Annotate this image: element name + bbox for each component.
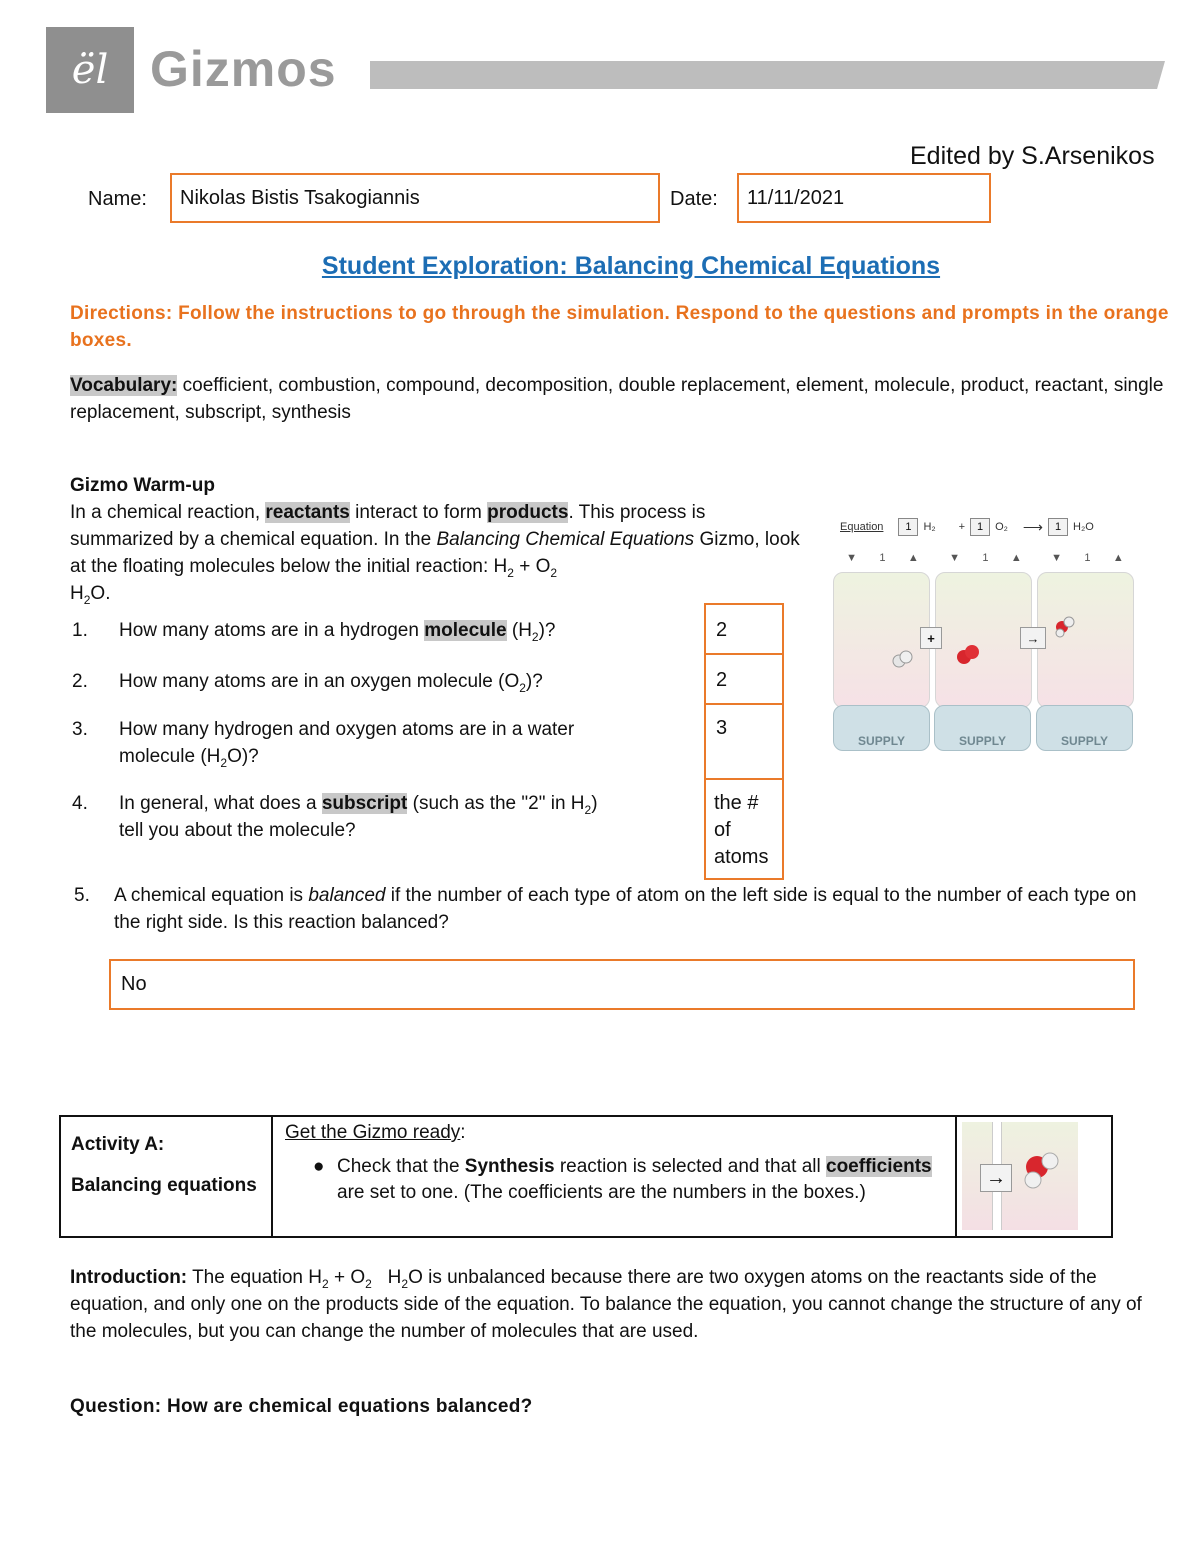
plus-sign: + bbox=[958, 521, 966, 533]
gizmo-simulation bbox=[832, 512, 1142, 757]
supply-label: SUPPLY bbox=[1061, 734, 1108, 748]
question-text: (such as the "2" in H bbox=[407, 793, 585, 814]
term-reactants: reactants bbox=[265, 502, 350, 523]
warmup-text: + O bbox=[513, 556, 551, 577]
gizmo-name: Balancing Chemical Equations bbox=[436, 529, 695, 550]
warmup-text: In a chemical reaction, bbox=[70, 502, 266, 523]
name-label: Name: bbox=[88, 188, 147, 210]
subscript: 2 bbox=[401, 1276, 409, 1291]
subscript: 2 bbox=[531, 629, 539, 644]
question-text: molecule (H bbox=[119, 746, 221, 767]
question-text: tell you about the molecule? bbox=[119, 820, 356, 841]
warmup-section bbox=[70, 472, 800, 607]
subscript: 2 bbox=[365, 1276, 372, 1291]
warmup-heading: Gizmo Warm-up bbox=[70, 475, 215, 496]
warmup-paragraph bbox=[70, 499, 800, 607]
intro-text: O is unbalanced because there are two oxygen atoms on the reactants side of the equation, and only one on the products side of the equation. To balance the equation, you cannot change the structure of any of the molecules, but you can change the number of molecules that are used. bbox=[70, 1267, 1142, 1342]
stepper-3[interactable] bbox=[1040, 552, 1135, 564]
supply-h2o[interactable] bbox=[1036, 705, 1133, 751]
subscript: 2 bbox=[322, 1276, 329, 1291]
question-text: if the number of each type of atom on the left side is equal to the number of each type on the right side. Is this reaction balanced? bbox=[114, 885, 1137, 933]
question-3 bbox=[72, 716, 702, 776]
question-5 bbox=[74, 882, 1154, 942]
equation-bar bbox=[840, 518, 1140, 536]
activity-subtitle: Balancing equations bbox=[71, 1175, 257, 1196]
answer-value: 2 bbox=[716, 669, 728, 691]
plus-button[interactable]: + bbox=[920, 627, 942, 649]
question-number: 4. bbox=[72, 793, 88, 814]
question-text: (H bbox=[506, 620, 532, 641]
warmup-text: interact to form bbox=[349, 502, 488, 523]
down-arrow-icon[interactable]: ▼ bbox=[949, 552, 961, 564]
question-text: A chemical equation is bbox=[114, 885, 309, 906]
question-text: O)? bbox=[227, 746, 259, 767]
subscript: 2 bbox=[507, 565, 514, 580]
bullet-text: are set to one. (The coefficients are the numbers in the boxes.) bbox=[337, 1182, 866, 1203]
subscript: 2 bbox=[519, 680, 526, 695]
question-4 bbox=[72, 790, 702, 850]
species-o2: O₂ bbox=[995, 521, 1008, 533]
subscript: 2 bbox=[584, 802, 592, 817]
up-arrow-icon[interactable]: ▲ bbox=[907, 552, 919, 564]
stepper-value: 1 bbox=[982, 552, 989, 564]
stepper-2[interactable] bbox=[938, 552, 1033, 564]
subscript: 2 bbox=[550, 565, 558, 580]
arrow-button[interactable]: → bbox=[1020, 627, 1046, 649]
bullet-text: reaction is selected and that all bbox=[554, 1156, 826, 1177]
vocabulary bbox=[70, 372, 1170, 426]
introduction bbox=[70, 1264, 1150, 1345]
name-value: Nikolas Bistis Tsakogiannis bbox=[180, 186, 420, 209]
logo-glyph: ël bbox=[71, 47, 109, 93]
down-arrow-icon[interactable]: ▼ bbox=[846, 552, 858, 564]
intro-text: The equation H bbox=[187, 1267, 322, 1288]
header-bar bbox=[370, 61, 1165, 89]
answer-box-5[interactable] bbox=[109, 959, 1135, 1010]
question-text: How many hydrogen and oxygen atoms are in a water bbox=[119, 719, 575, 740]
question-2 bbox=[72, 668, 702, 698]
reactant-panel-o2 bbox=[935, 572, 1032, 708]
reactant-panel-h2 bbox=[833, 572, 930, 708]
subscript: 2 bbox=[83, 592, 91, 607]
directions: Directions: Follow the instructions to go through the simulation. Respond to the questions and prompts in the orange boxes. bbox=[70, 303, 1169, 351]
product-panel-h2o bbox=[1037, 572, 1134, 708]
warmup-text: H bbox=[70, 583, 84, 604]
arrow-icon: → bbox=[980, 1164, 1012, 1192]
answer-box-1[interactable] bbox=[704, 603, 784, 655]
supply-label: SUPPLY bbox=[858, 734, 905, 748]
activity-title-cell bbox=[61, 1117, 273, 1236]
up-arrow-icon[interactable]: ▲ bbox=[1112, 552, 1124, 564]
answer-box-4[interactable] bbox=[704, 778, 784, 880]
reaction-arrow: ⟶ bbox=[1022, 518, 1043, 535]
warmup-text: O. bbox=[90, 583, 111, 604]
term-molecule: molecule bbox=[424, 620, 507, 641]
activity-header-table bbox=[59, 1115, 1113, 1238]
up-arrow-icon[interactable]: ▲ bbox=[1010, 552, 1022, 564]
species-h2o: H₂O bbox=[1073, 521, 1094, 533]
answer-value: 2 bbox=[716, 619, 728, 641]
water-molecule-icon bbox=[1017, 1147, 1067, 1197]
coefficient-input[interactable]: 1 bbox=[898, 518, 918, 536]
answer-box-2[interactable] bbox=[704, 653, 784, 705]
coefficient-input[interactable]: 1 bbox=[970, 518, 990, 536]
bullet-icon: ● bbox=[313, 1156, 325, 1177]
brand-name: Gizmos bbox=[150, 41, 337, 97]
intro-text: H bbox=[371, 1267, 402, 1288]
down-arrow-icon[interactable]: ▼ bbox=[1051, 552, 1063, 564]
subscript: 2 bbox=[220, 755, 228, 770]
term-balanced: balanced bbox=[308, 885, 386, 906]
question-number: 2. bbox=[72, 671, 88, 692]
stepper-1[interactable] bbox=[835, 552, 930, 564]
gizmos-logo bbox=[46, 27, 134, 113]
date-label: Date: bbox=[670, 188, 718, 210]
activity-title: Activity A: bbox=[71, 1134, 165, 1155]
get-ready-heading: Get the Gizmo ready bbox=[285, 1122, 461, 1143]
warmup-text: Gizmo, look at the floating molecules below the initial reaction: H bbox=[70, 529, 800, 577]
edited-by: Edited by S.Arsenikos bbox=[910, 142, 1155, 170]
question-text: ) bbox=[591, 793, 598, 814]
question-text: )? bbox=[538, 620, 556, 641]
supply-o2[interactable] bbox=[934, 705, 1031, 751]
supply-label: SUPPLY bbox=[959, 734, 1006, 748]
h2-molecule-icon bbox=[834, 573, 929, 707]
get-ready-colon: : bbox=[460, 1122, 466, 1143]
species-h2: H₂ bbox=[923, 521, 936, 533]
term-synthesis: Synthesis bbox=[464, 1156, 555, 1177]
date-value: 11/11/2021 bbox=[747, 186, 845, 209]
stepper-value: 1 bbox=[879, 552, 886, 564]
question-number: 5. bbox=[74, 885, 90, 906]
answer-value: No bbox=[121, 973, 147, 995]
o2-molecule-icon bbox=[936, 573, 1031, 707]
answer-value: the # of atoms bbox=[714, 792, 769, 868]
term-subscript: subscript bbox=[321, 793, 408, 814]
stepper-value: 1 bbox=[1084, 552, 1091, 564]
supply-h2[interactable] bbox=[833, 705, 930, 751]
question-number: 3. bbox=[72, 719, 88, 740]
term-products: products bbox=[487, 502, 569, 523]
activity-instructions-cell bbox=[273, 1117, 957, 1236]
term-coefficients: coefficients bbox=[826, 1156, 932, 1177]
activity-image-cell bbox=[957, 1117, 1111, 1236]
h2o-molecule-icon bbox=[1038, 573, 1133, 707]
question-text: How many atoms are in an oxygen molecule (O bbox=[119, 671, 520, 692]
warmup-text: . This process is summarized by a chemical equation. In the bbox=[70, 502, 706, 550]
page-title: Student Exploration: Balancing Chemical Equations bbox=[321, 252, 941, 280]
vocabulary-terms: coefficient, combustion, compound, decomposition, double replacement, element, molecule, product, reactant, single replacement, subscript, synthesis bbox=[70, 375, 1164, 423]
date-field[interactable] bbox=[737, 173, 991, 223]
name-field[interactable] bbox=[170, 173, 660, 223]
arrow-molecule-image bbox=[962, 1122, 1078, 1230]
question-text: )? bbox=[525, 671, 543, 692]
question-number: 1. bbox=[72, 620, 88, 641]
question-text: How many atoms are in a hydrogen bbox=[119, 620, 425, 641]
bullet-item bbox=[285, 1154, 943, 1206]
intro-text: + O bbox=[328, 1267, 366, 1288]
answer-box-3[interactable] bbox=[704, 703, 784, 780]
vocabulary-label: Vocabulary: bbox=[70, 375, 178, 396]
introduction-label: Introduction: bbox=[70, 1267, 188, 1288]
question-text: In general, what does a bbox=[119, 793, 322, 814]
answer-value: 3 bbox=[716, 717, 728, 739]
equation-label: Equation bbox=[840, 521, 884, 533]
question-1 bbox=[72, 617, 702, 647]
coefficient-input[interactable]: 1 bbox=[1048, 518, 1068, 536]
main-question: Question: How are chemical equations balanced? bbox=[70, 1396, 533, 1417]
bullet-text: Check that the bbox=[337, 1156, 465, 1177]
